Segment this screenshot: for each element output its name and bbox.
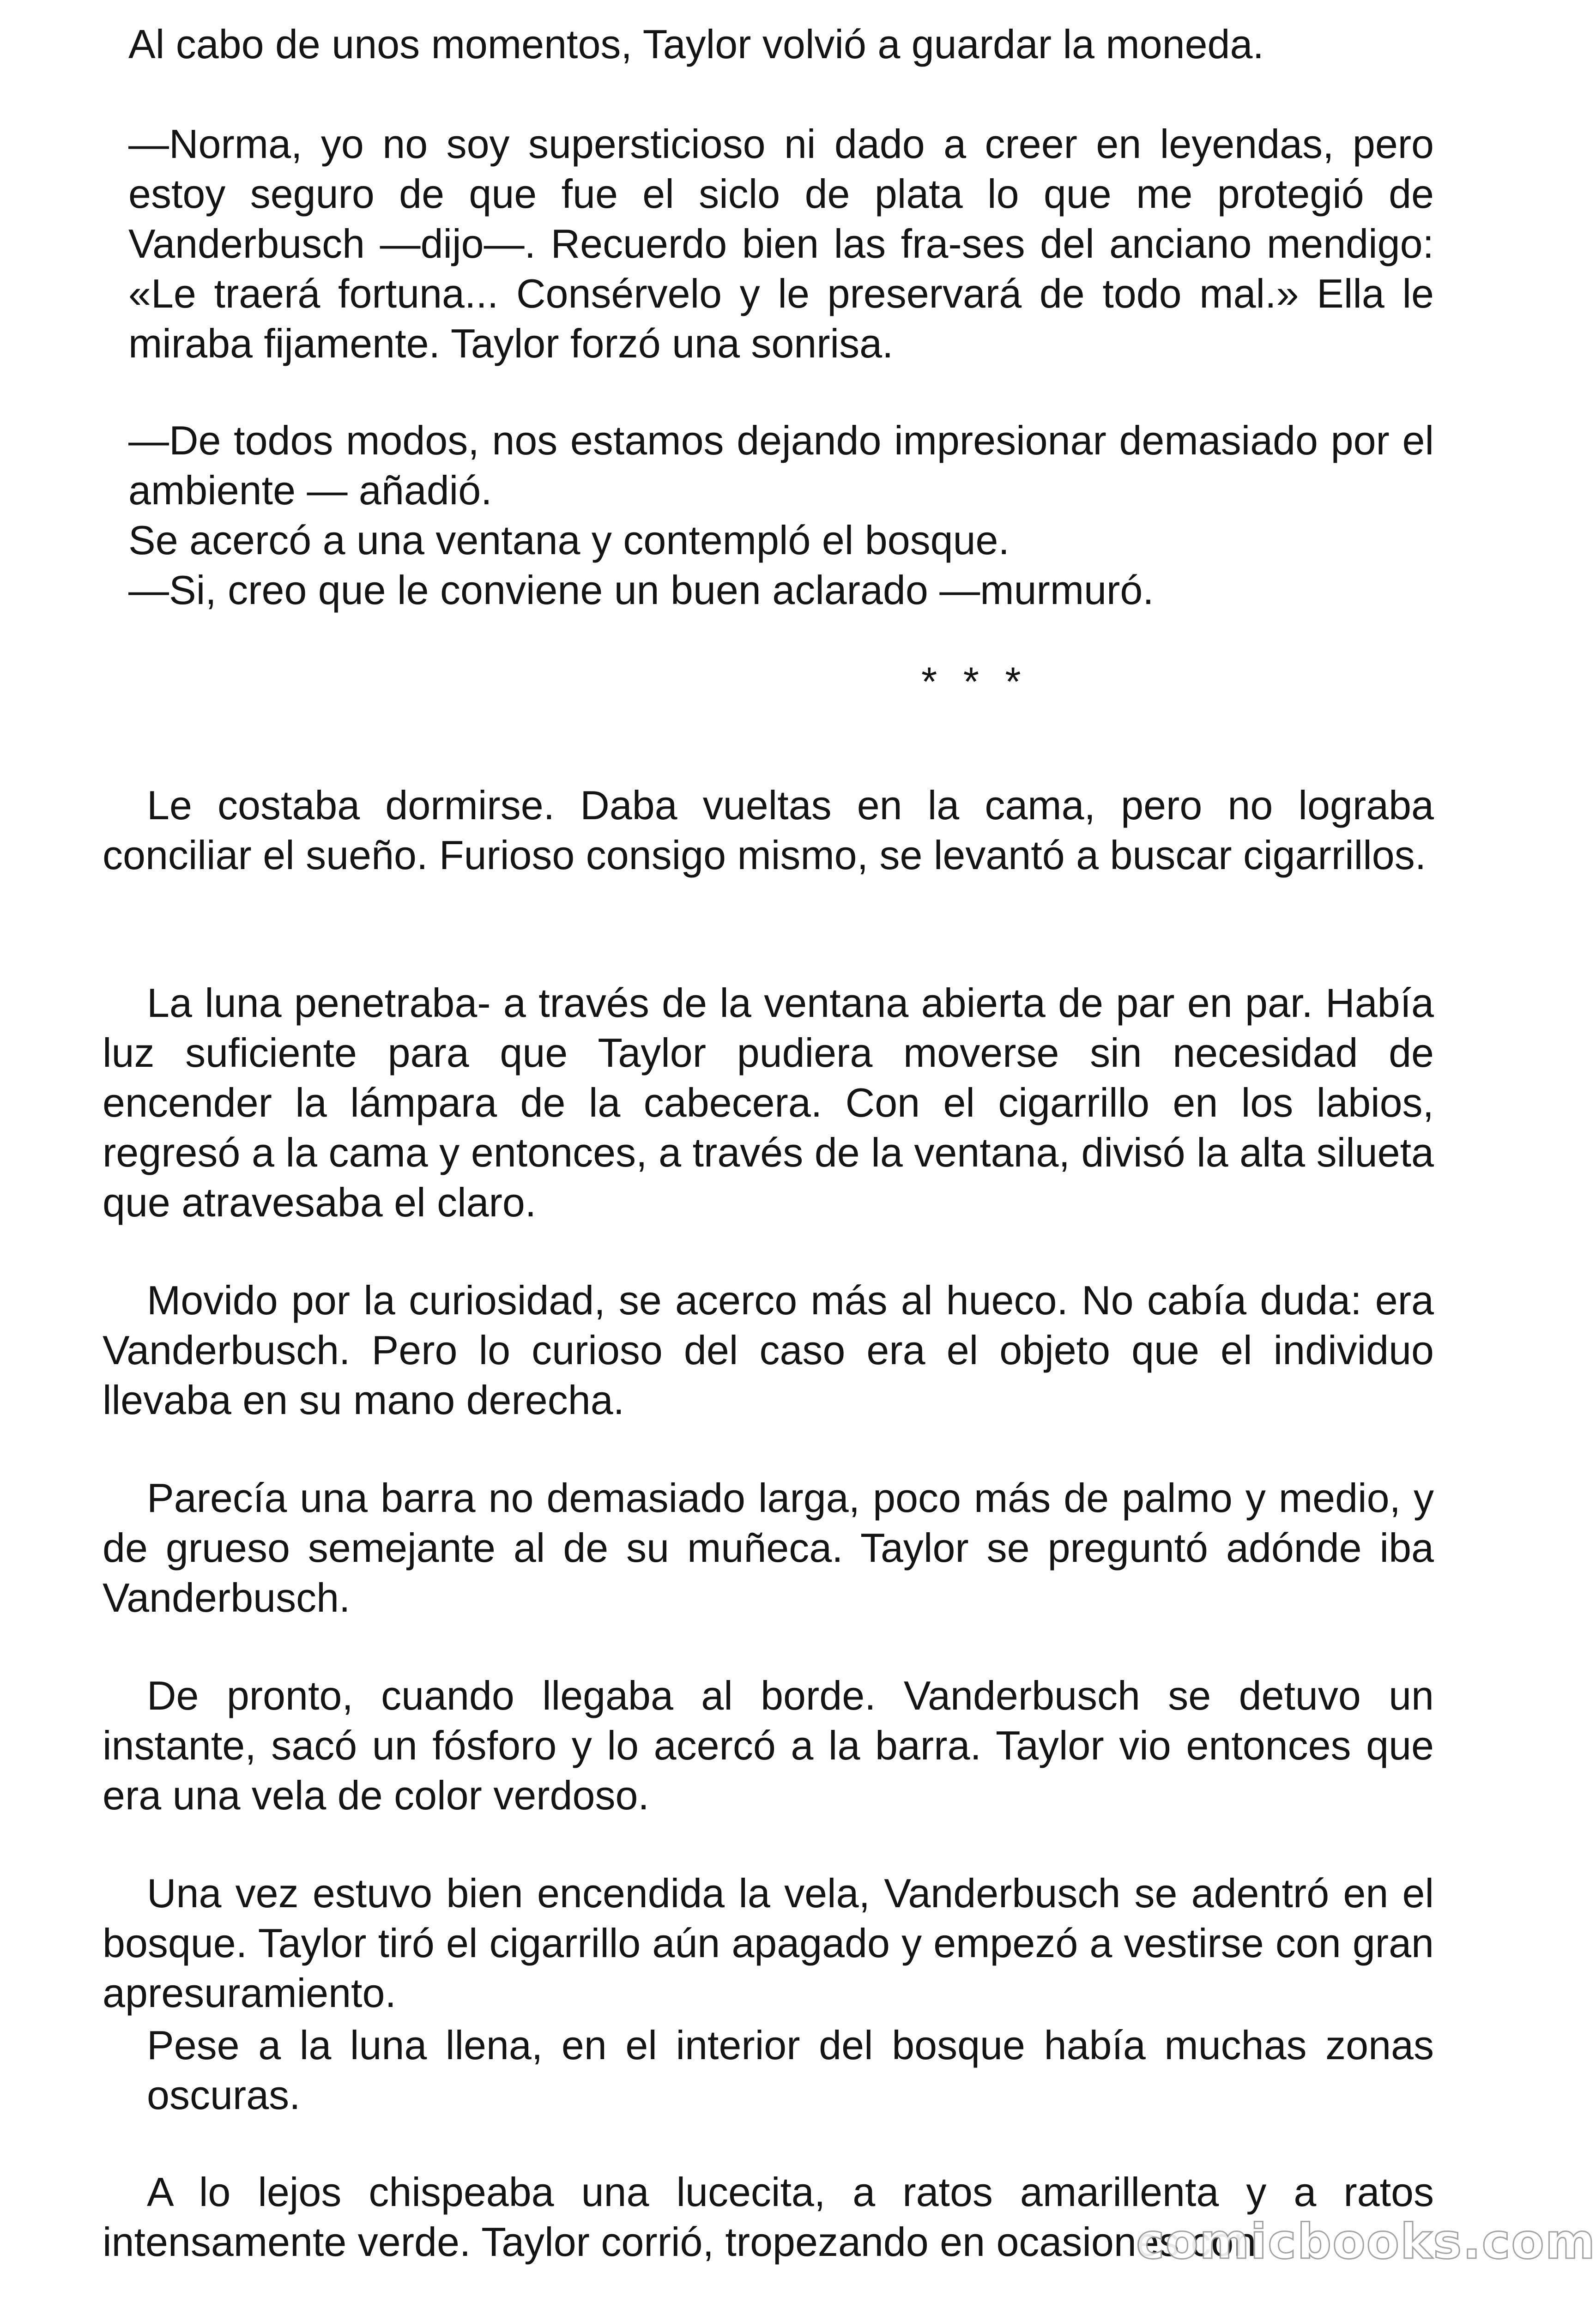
paragraph: Al cabo de unos momentos, Taylor volvió a guardar la moneda.: [128, 21, 1264, 67]
paragraph: Movido por la curiosidad, se acerco más al hueco. No cabía duda: era Vanderbusch. Pero lo curioso del caso era el objeto que el individuo llevaba en su mano derecha.: [103, 1277, 1434, 1423]
paragraph: oscuras.: [147, 2072, 301, 2118]
paragraph: A lo lejos chispeaba una lucecita, a ratos amarillenta y a ratos intensamente verde. Taylor corrió, tropezando en ocasiones con: [103, 2169, 1434, 2265]
scene-separator: * * *: [921, 659, 1028, 704]
paragraph: De pronto, cuando llegaba al borde. Vanderbusch se detuvo un instante, sacó un fósforo y lo acercó a la barra. Taylor vio entonces que era una vela de color verdoso.: [103, 1673, 1434, 1818]
paragraph: Pese a la luna llena, en el interior del bosque había muchas zonas: [147, 2022, 1434, 2068]
paragraph: —Norma, yo no soy supersticioso ni dado a creer en leyendas, pero estoy seguro de que fue el siclo de plata lo que me protegió de Vanderbusch —dijo—. Recuerdo bien las fra-ses del anciano mendigo: «Le traerá fortuna... Consérvelo y le preservará de todo mal.» Ella le miraba fijamente. Taylor forzó una sonrisa.: [128, 121, 1434, 366]
paragraph: Le costaba dormirse. Daba vueltas en la cama, pero no lograba conciliar el sueño. Furioso consigo mismo, se levantó a buscar cigarrillos.: [103, 782, 1434, 878]
paragraph: Se acercó a una ventana y contempló el bosque.: [128, 517, 1010, 563]
paragraph: Parecía una barra no demasiado larga, poco más de palmo y medio, y de grueso semejante al de su muñeca. Taylor se preguntó adónde iba Vanderbusch.: [103, 1475, 1434, 1620]
paragraph: —Si, creo que le conviene un buen aclarado —murmuró.: [128, 567, 1154, 613]
paragraph: Una vez estuvo bien encendida la vela, Vanderbusch se adentró en el bosque. Taylor tiró el cigarrillo aún apagado y empezó a vestirse con gran apresuramiento.: [103, 1870, 1434, 2016]
watermark-logo: comicbooks.com: [1136, 2213, 1596, 2270]
paragraph: La luna penetraba- a través de la ventana abierta de par en par. Había luz suficiente para que Taylor pudiera moverse sin necesidad de encender la lámpara de la cabecera. Con el cigarrillo en los labios, regresó a la cama y entonces, a través de la ventana, divisó la alta silueta que atravesaba el claro.: [103, 980, 1434, 1225]
paragraph: —De todos modos, nos estamos dejando impresionar demasiado por el ambiente — añadió.: [128, 417, 1434, 513]
